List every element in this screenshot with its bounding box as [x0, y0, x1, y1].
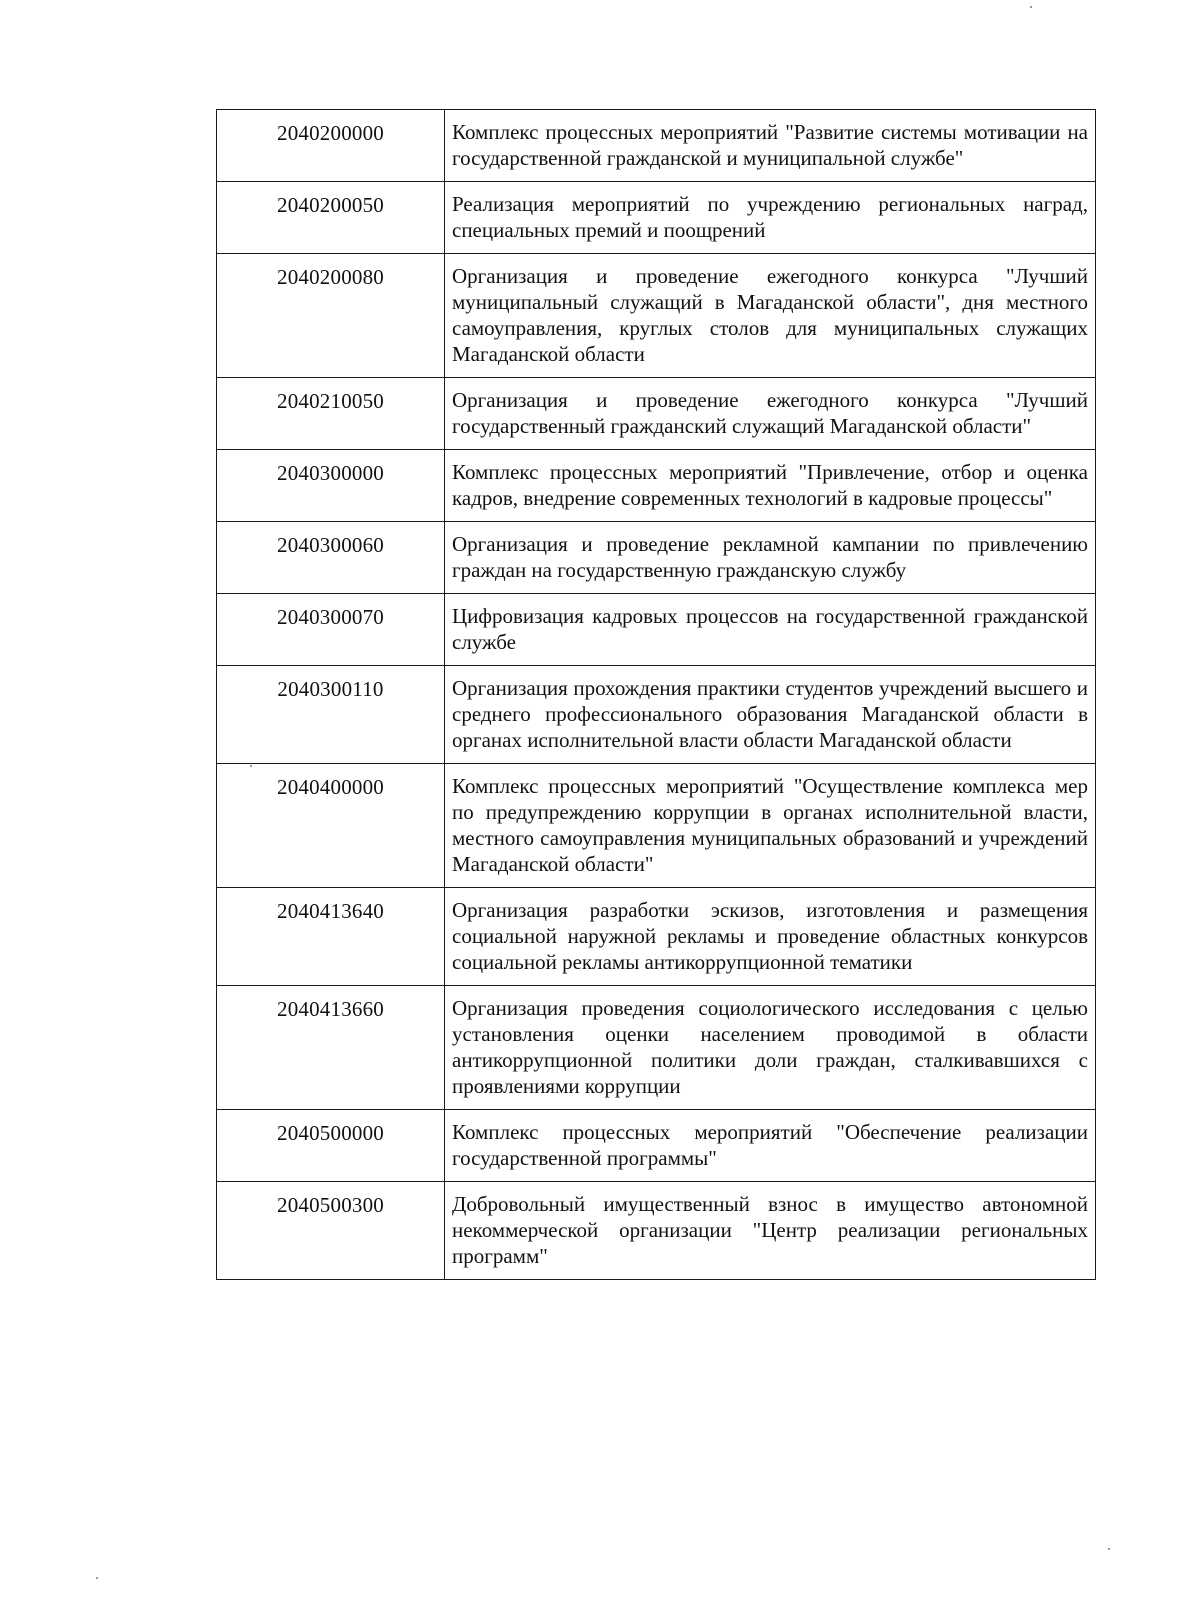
scan-speck [250, 765, 252, 767]
row-description: Комплекс процессных мероприятий "Обеспечение реализации государственной программы" [445, 1110, 1096, 1182]
table-row [217, 594, 1096, 666]
row-description: Организация разработки эскизов, изготовления и размещения социальной наружной рекламы и проведение областных конкурсов социальной рекламы антикоррупционной тематики [445, 888, 1096, 986]
row-description: Цифровизация кадровых процессов на государственной гражданской службе [445, 594, 1096, 666]
row-code: 2040400000 [217, 764, 445, 888]
row-description: Организация и проведение ежегодного конкурса "Лучший муниципальный служащий в Магаданской области", дня местного самоуправления, круглых столов для муниципальных служащих Магаданской области [445, 254, 1096, 378]
scan-speck [1030, 6, 1032, 8]
table-row [217, 378, 1096, 450]
table-row [217, 888, 1096, 986]
row-description: Организация прохождения практики студентов учреждений высшего и среднего профессионального образования Магаданской области в органах исполнительной власти области Магаданской области [445, 666, 1096, 764]
row-code: 2040300110 [217, 666, 445, 764]
table-row [217, 1110, 1096, 1182]
table-row [217, 986, 1096, 1110]
table-row [217, 1182, 1096, 1280]
row-code: 2040413640 [217, 888, 445, 986]
row-code: 2040300000 [217, 450, 445, 522]
table-row [217, 182, 1096, 254]
row-description: Комплекс процессных мероприятий "Развитие системы мотивации на государственной гражданской и муниципальной службе" [445, 110, 1096, 182]
table-row [217, 110, 1096, 182]
row-code: 2040500000 [217, 1110, 445, 1182]
row-code: 2040500300 [217, 1182, 445, 1280]
row-code: 2040413660 [217, 986, 445, 1110]
table-row [217, 522, 1096, 594]
table-row [217, 450, 1096, 522]
row-description: Комплекс процессных мероприятий "Привлечение, отбор и оценка кадров, внедрение современных технологий в кадровые процессы" [445, 450, 1096, 522]
row-code: 2040300060 [217, 522, 445, 594]
row-code: 2040200000 [217, 110, 445, 182]
table-row [217, 666, 1096, 764]
row-code: 2040300070 [217, 594, 445, 666]
budget-codes-table [216, 109, 1096, 1280]
row-description: Комплекс процессных мероприятий "Осуществление комплекса мер по предупреждению коррупции в органах исполнительной власти, местного самоуправления муниципальных образований и учреждений Магаданской области" [445, 764, 1096, 888]
row-code: 2040200080 [217, 254, 445, 378]
row-description: Организация и проведение рекламной кампании по привлечению граждан на государственную гражданскую службу [445, 522, 1096, 594]
table-row [217, 764, 1096, 888]
row-code: 2040200050 [217, 182, 445, 254]
scan-speck [96, 1577, 98, 1579]
row-description: Организация и проведение ежегодного конкурса "Лучший государственный гражданский служащий Магаданской области" [445, 378, 1096, 450]
row-description: Организация проведения социологического исследования с целью установления оценки населением проводимой в области антикоррупционной политики доли граждан, сталкивавшихся с проявлениями коррупции [445, 986, 1096, 1110]
row-description: Реализация мероприятий по учреждению региональных наград, специальных премий и поощрений [445, 182, 1096, 254]
table-row [217, 254, 1096, 378]
row-description: Добровольный имущественный взнос в имущество автономной некоммерческой организации "Центр реализации региональных программ" [445, 1182, 1096, 1280]
scan-speck [1108, 1548, 1110, 1550]
row-code: 2040210050 [217, 378, 445, 450]
